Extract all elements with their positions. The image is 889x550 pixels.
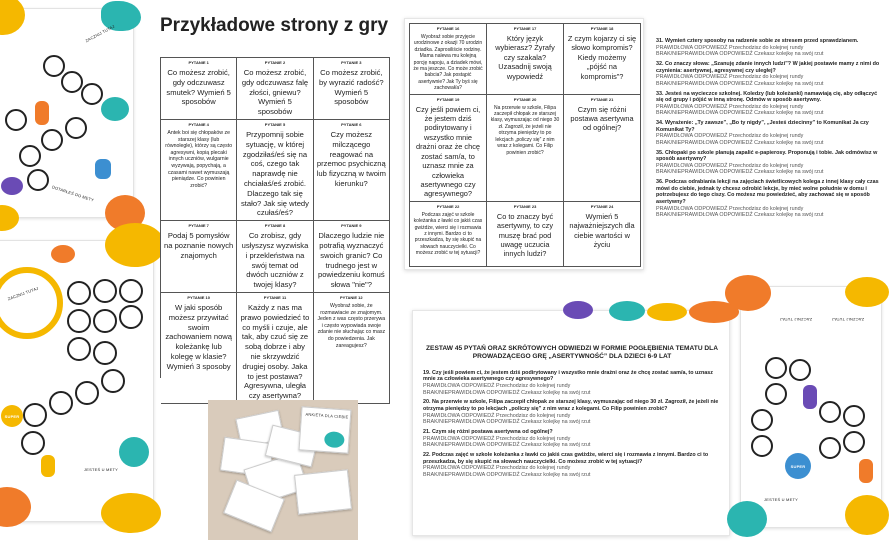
decor-figure	[859, 459, 873, 483]
question-card-text: Co możesz zrobić, gdy odczuwasz falę złości, gniewu? Wymień 5 sposobów	[241, 68, 309, 117]
question-card-number: PYTANIE 11	[263, 294, 287, 300]
question-card-number: PYTANIE 22	[436, 203, 460, 209]
list-item	[656, 91, 882, 117]
document-heading: ZESTAW 45 PYTAŃ ORAZ SKRÓTOWYCH ODWIEDZI W FORMIE POGŁĘBIENIA TEMATU DLA PROWADZĄCEGO GRĘ „ASERTYWNOŚĆ” DLA DZIECI 6-9 LAT	[426, 345, 718, 361]
question-card-text: Czy możesz milczącego reagować na przemoc psychiczną lub fizyczną w twoim kierunku?	[316, 129, 386, 188]
question-card	[161, 293, 237, 404]
question-card-text: Wyobraź sobie przyjęcie urodzinowe z okazji 70 urodzin dziadka. Zaprosiliście rodzinę. Mama nalewa mu kolejną porcję napoju, a dziadek mówi, że ma jeszcze. Co może zrobić babcia? Jak postąpić asertywnie? Jak Ty byś się zachował/a?	[413, 34, 483, 92]
board-field	[75, 381, 99, 405]
question-card	[237, 221, 313, 293]
question-card	[410, 24, 487, 95]
question-card	[314, 120, 390, 221]
answer-option: BRAK/NIEPRAWIDŁOWA ODPOWIEDŹ Czekasz kolejkę na swój rzut	[656, 110, 824, 117]
board-field	[49, 391, 73, 415]
board-field	[843, 431, 865, 453]
board-field	[61, 71, 83, 93]
question-text: 36. Podczas odrabiania lekcji na zajęciach świetlicowych kolega z innej klasy cały czas mówi do ciebie, jednak ty chcesz odrobić lekcje, by mieć wolne południe w domu i potrzebujesz do tego ciszy. Co możesz mu powiedzieć, aby zachować się w sposób asertywny?	[656, 179, 879, 205]
board-field	[67, 281, 91, 305]
document-question-set	[412, 310, 730, 536]
question-card	[564, 202, 641, 267]
decor-ring-yellow	[0, 267, 63, 339]
photo-printed-cards	[208, 400, 358, 540]
question-text: 34. Wyrażenie: „Ty zawsze”, „Bo ty nigdy”, „Jesteś dziecinny” to Komunikat Ja czy Komunikat Ty?	[656, 120, 869, 133]
question-card-text: W jaki sposób możesz przywitać swoim zachowaniem nową koleżankę lub kolegę w klasie? Wymień 3 sposoby	[165, 302, 233, 371]
board-page-right	[740, 286, 882, 528]
question-card	[487, 24, 564, 95]
question-cards-grid-1	[160, 57, 390, 401]
question-card-number: PYTANIE 2	[264, 60, 286, 65]
decor-blob-yellow	[845, 277, 889, 307]
question-card	[314, 221, 390, 293]
decor-blob-teal	[727, 501, 767, 537]
question-card-number: PYTANIE 10	[187, 294, 210, 300]
board-field	[5, 109, 27, 131]
decor-blob-teal	[609, 301, 645, 321]
question-card-text: Czy jeśli powiem ci, że jestem dziś podirytowany i wszystko mnie drażni oraz że chcę zostać sam/a, to uznasz mnie za człowieka asertywnego czy agresywnego?	[415, 104, 481, 199]
board-field	[67, 309, 91, 333]
question-card-number: PYTANIE 16	[436, 26, 460, 31]
board-page-mid-left	[0, 240, 154, 522]
question-text: 31. Wymień cztery sposoby na radzenie sobie ze stresem przed sprawdzianem.	[656, 38, 859, 44]
list-item	[423, 370, 723, 396]
board-field	[93, 341, 117, 365]
question-card-number: PYTANIE 24	[590, 203, 614, 209]
list-item	[656, 120, 882, 146]
question-card-number: PYTANIE 6	[341, 121, 362, 127]
question-cards-page-2	[404, 18, 644, 270]
answer-option: PRAWIDŁOWA ODPOWIEDŹ Przechodzisz do kolejnej rundy	[656, 133, 804, 140]
board-page-top-left	[0, 8, 134, 218]
question-card-text: Który język wybierasz? Żyrafy czy szakala? Uzasadnij swoją wypowiedź	[495, 34, 555, 81]
question-card-number: PYTANIE 9	[341, 223, 362, 229]
question-card-text: Podaj 5 pomysłów na poznanie nowych znajomych	[164, 231, 234, 260]
answer-option: PRAWIDŁOWA ODPOWIEDŹ Przechodzisz do kolejnej rundy	[656, 74, 804, 81]
list-item	[423, 399, 723, 425]
list-item	[656, 179, 882, 219]
question-card	[161, 58, 237, 120]
board-field	[119, 279, 143, 303]
decor-blob-purple	[1, 177, 23, 195]
photo-card-top	[299, 406, 352, 453]
decor-blob-yellow	[0, 205, 19, 231]
answer-option: BRAK/NIEPRAWIDŁOWA ODPOWIEDŹ Czekasz kolejkę na swój rzut	[656, 169, 824, 176]
board-field	[843, 405, 865, 427]
question-card-number: PYTANIE 21	[590, 96, 614, 102]
question-card	[314, 293, 390, 404]
question-card-number: PYTANIE 12	[340, 294, 363, 300]
start-label: ZACZNIJ TUTAJ	[6, 285, 39, 302]
question-card-text: Przypomnij sobie sytuację, w której zgodziłaś/eś się na coś, czego tak naprawdę nie chciałaś/eś zrobić. Dlaczego tak się stało? Jak się wtedy czułaś/eś?	[241, 129, 309, 218]
question-card-text: Dlaczego ludzie nie potrafią wyznaczyć swoich granic? Co trudnego jest w powiedzeniu komuś słowa "nie"?	[317, 231, 385, 290]
question-card-text: Co zrobisz, gdy usłyszysz wyzwiska i przekleństwa na swój temat od dwóch uczniów z twojej klasy?	[241, 231, 309, 290]
board-field	[765, 383, 787, 405]
decor-blob-yellow	[105, 223, 165, 267]
question-card-number: PYTANIE 20	[513, 96, 537, 102]
question-card-text: Wyobraź sobie, że rozmawiacie ze znajomym. Jeden z was często przerywa i często wypowiada swoje zdanie nie słuchając co masz do powiedzenia. Jak zareagujesz?	[317, 302, 386, 349]
question-text: 20. Na przerwie w szkole, Filipa zaczepił chłopak ze starszej klasy, wymuszając od niego 30 zł. Zagroził, że jeżeli nie otrzyma pieniędzy to po lekcjach „policzy się” z nim wraz z kolegami. Co Filip powinien zrobić?	[423, 399, 719, 412]
question-card	[564, 24, 641, 95]
page-title: Przykładowe strony z gry	[160, 15, 389, 36]
board-field	[65, 117, 87, 139]
super-badge-label: SUPER	[790, 464, 806, 469]
board-field	[27, 169, 49, 191]
board-field	[41, 129, 63, 151]
board-field	[81, 83, 103, 105]
answer-option: PRAWIDŁOWA ODPOWIEDŹ Przechodzisz do kolejnej rundy	[656, 44, 804, 51]
question-card-number: PYTANIE 17	[513, 26, 537, 31]
answer-option: BRAK/NIEPRAWIDŁOWA ODPOWIEDŹ Czekasz kolejkę na swój rzut	[423, 442, 591, 449]
board-field	[23, 403, 47, 427]
decor-blob-teal	[119, 437, 149, 467]
question-card-number: PYTANIE 5	[264, 121, 286, 127]
board-field	[67, 337, 91, 361]
decor-blob-teal	[324, 431, 345, 448]
question-card-number: PYTANIE 19	[436, 96, 460, 102]
end-label: JESTEŚ U METY	[84, 467, 118, 472]
question-card-number: PYTANIE 3	[341, 60, 362, 65]
board-field	[21, 431, 45, 455]
question-card-text: Podczas zajęć w szkole koleżanka z ławki co jakiś czas gwiżdże, wierci się i rozmawia z innymi. Bardzo ci to przeszkadza, by się skupić na słowach nauczycielki. Co możesz zrobić w tej sytuacji?	[413, 211, 483, 257]
answer-option: BRAK/NIEPRAWIDŁOWA ODPOWIEDŹ Czekasz kolejkę na swój rzut	[423, 471, 591, 478]
question-card	[237, 58, 313, 120]
question-card	[314, 58, 390, 120]
answer-option: PRAWIDŁOWA ODPOWIEDŹ Przechodzisz do kolejnej rundy	[656, 205, 804, 212]
board-field	[93, 309, 117, 333]
decor-figure	[95, 159, 111, 179]
question-card	[487, 95, 564, 202]
question-card	[487, 202, 564, 267]
question-text: 22. Podczas zajęć w szkole koleżanka z ławki co jakiś czas gwiżdże, wierci się i rozmawia z innymi. Bardzo ci to przeszkadza, by się skupić na słowach nauczycielki. Co możesz zrobić w tej sytuacji?	[423, 451, 709, 465]
decor-figure	[35, 101, 49, 125]
question-card-text: Wymień 5 najważniejszych dla ciebie wartości w życiu	[569, 211, 635, 249]
answer-option: PRAWIDŁOWA ODPOWIEDŹ Przechodzisz do kolejnej rundy	[423, 383, 571, 389]
photo-card	[294, 469, 352, 514]
board-field	[765, 357, 787, 379]
board-field	[93, 279, 117, 303]
question-text: 32. Co znaczy słowa: „Szanuję zdanie innych ludzi”? W jakiej postawie mamy z nimi do czynienia: asertywnej, agresywnej czy uległej?	[656, 60, 880, 74]
decor-blob-orange	[725, 275, 771, 311]
decor-blob-orange	[51, 245, 75, 263]
list-item	[656, 150, 882, 176]
decor-figure	[41, 455, 55, 477]
question-card-number: PYTANIE 1	[188, 60, 209, 65]
document-question-list	[423, 370, 723, 550]
question-card	[161, 221, 237, 293]
answer-option: PRAWIDŁOWA ODPOWIEDŹ Przechodzisz do kolejnej rundy	[423, 465, 571, 472]
answer-option: BRAK/NIEPRAWIDŁOWA ODPOWIEDŹ Czekasz kolejkę na swój rzut	[423, 419, 591, 426]
question-card	[564, 95, 641, 202]
board-field	[819, 401, 841, 423]
question-card-number: PYTANIE 8	[264, 223, 286, 229]
answer-option: BRAK/NIEPRAWIDŁOWA ODPOWIEDŹ Czekasz kolejkę na swój rzut	[423, 389, 591, 396]
decor-blob-yellow	[845, 495, 889, 535]
answer-option: BRAK/NIEPRAWIDŁOWA ODPOWIEDŹ Czekasz kolejkę na swój rzut	[656, 139, 824, 146]
board-field	[43, 55, 65, 77]
question-card	[410, 202, 487, 267]
answer-option: PRAWIDŁOWA ODPOWIEDŹ Przechodzisz do kolejnej rundy	[423, 435, 571, 442]
question-text: 19. Czy jeśli powiem ci, że jestem dziś podirytowany i wszystko mnie drażni oraz że chcę zostać sam/a, to uznasz mnie za człowieka asertywnego czy agresywnego?	[423, 369, 713, 383]
board-field	[751, 435, 773, 457]
question-text: 21. Czym się różni postawa asertywna od ogólnej?	[423, 428, 553, 435]
question-text: 33. Jesteś na wycieczce szkolnej. Koledzy (lub koleżanki) namawiają cię, aby odłączyć się od grupy i pójść w inną stronę. Odmów w sposób asertywny.	[656, 90, 878, 104]
board-field	[19, 145, 41, 167]
answer-option: BRAK/NIEPRAWIDŁOWA ODPOWIEDŹ Czekasz kolejkę na swój rzut	[656, 80, 824, 87]
decor-blob-yellow	[0, 0, 25, 35]
question-card-text: Z czym kojarzy ci się słowo kompromis? Kiedy możemy „pójść na kompromis”?	[567, 34, 637, 81]
question-card-text: Co możesz zrobić, by wyrazić radość? Wymień 5 sposobów	[319, 68, 384, 107]
question-list-right	[656, 38, 882, 238]
question-text: 35. Chłopaki po szkole planują zapalić e-papierosy. Proponują i tobie. Jak odmówisz w sposób asertywny?	[656, 149, 878, 163]
start-label: ZACZNIJ TUTAJ	[84, 23, 116, 44]
question-card-text: Czym się różni postawa asertywna od ogólnej?	[570, 104, 634, 133]
question-card-text: Co możesz zrobić, gdy odczuwasz smutek? Wymień 5 sposobów	[166, 68, 231, 107]
board-field	[101, 369, 125, 393]
photo-card-label: ANKIETA DLA CIEBIE	[305, 411, 349, 420]
board-field	[819, 437, 841, 459]
answer-option: PRAWIDŁOWA ODPOWIEDŹ Przechodzisz do kolejnej rundy	[656, 162, 804, 169]
answer-option: BRAK/NIEPRAWIDŁOWA ODPOWIEDŹ Czekasz kolejkę na swój rzut	[656, 212, 824, 219]
decor-blob-teal	[101, 97, 129, 121]
end-label: JESTEŚ U METY	[764, 497, 798, 502]
board-field	[789, 359, 811, 381]
list-item	[656, 38, 882, 58]
answer-option: BRAK/NIEPRAWIDŁOWA ODPOWIEDŹ Czekasz kolejkę na swój rzut	[656, 51, 824, 58]
decor-blob-yellow	[647, 303, 687, 321]
start-label: ZACZNIJ TUTAJ	[779, 317, 813, 322]
question-cards-grid-2	[409, 23, 641, 267]
question-card-number: PYTANIE 7	[188, 223, 209, 229]
question-card-text: Każdy z nas ma prawo powiedzieć to co myśli i czuje, ale tak, aby czuć się ze sobą dobrze i aby nie skrzywdzić drugiej osoby. Jaka to jest postawa? Agresywna, uległa czy asertywna?	[240, 302, 310, 401]
answer-option: PRAWIDŁOWA ODPOWIEDŹ Przechodzisz do kolejnej rundy	[656, 103, 804, 110]
list-item	[423, 452, 723, 478]
decor-blob-orange	[0, 487, 31, 527]
end-label: DOTARŁEŚ DO METY	[51, 184, 95, 203]
super-badge-label: SUPER	[4, 414, 20, 419]
board-field	[119, 305, 143, 329]
decor-blob-purple	[563, 301, 593, 319]
question-card-text: Antek boi się chłopaków ze starszej klasy (lub równolegle), którzy są często agresywni, kopią plecaki innych uczniów, wulgarnie wyzywają, popychają, a czasami nawet wymuszają pieniądze. Co powinien zrobić?	[165, 129, 233, 189]
question-card	[237, 120, 313, 221]
list-item	[656, 61, 882, 87]
answer-option: PRAWIDŁOWA ODPOWIEDŹ Przechodzisz do kolejnej rundy	[423, 412, 571, 419]
decor-blob-yellow	[101, 493, 161, 533]
question-card-number: PYTANIE 18	[590, 26, 614, 31]
question-card-text: Co to znaczy być asertywny, to czy muszę brać pod uwagę uczucia innych ludzi?	[496, 211, 554, 259]
list-item	[423, 429, 723, 449]
question-card-number: PYTANIE 4	[188, 121, 209, 127]
question-card	[410, 95, 487, 202]
decor-figure	[803, 385, 817, 409]
question-card	[161, 120, 237, 221]
question-card-text: Na przerwie w szkole, Filipa zaczepił chłopak ze starszej klasy, wymuszając od niego 30 zł. Zagroził, że jeżeli nie otrzyma pieniędzy to po lekcjach „policzy się” z nim wraz z kolegami. Co Filip powinien zrobić?	[490, 104, 560, 156]
question-card	[237, 293, 313, 404]
board-field	[751, 409, 773, 431]
start-label-2: ZACZNIJ TUTAJ	[831, 317, 865, 322]
question-card-number: PYTANIE 23	[513, 203, 537, 209]
